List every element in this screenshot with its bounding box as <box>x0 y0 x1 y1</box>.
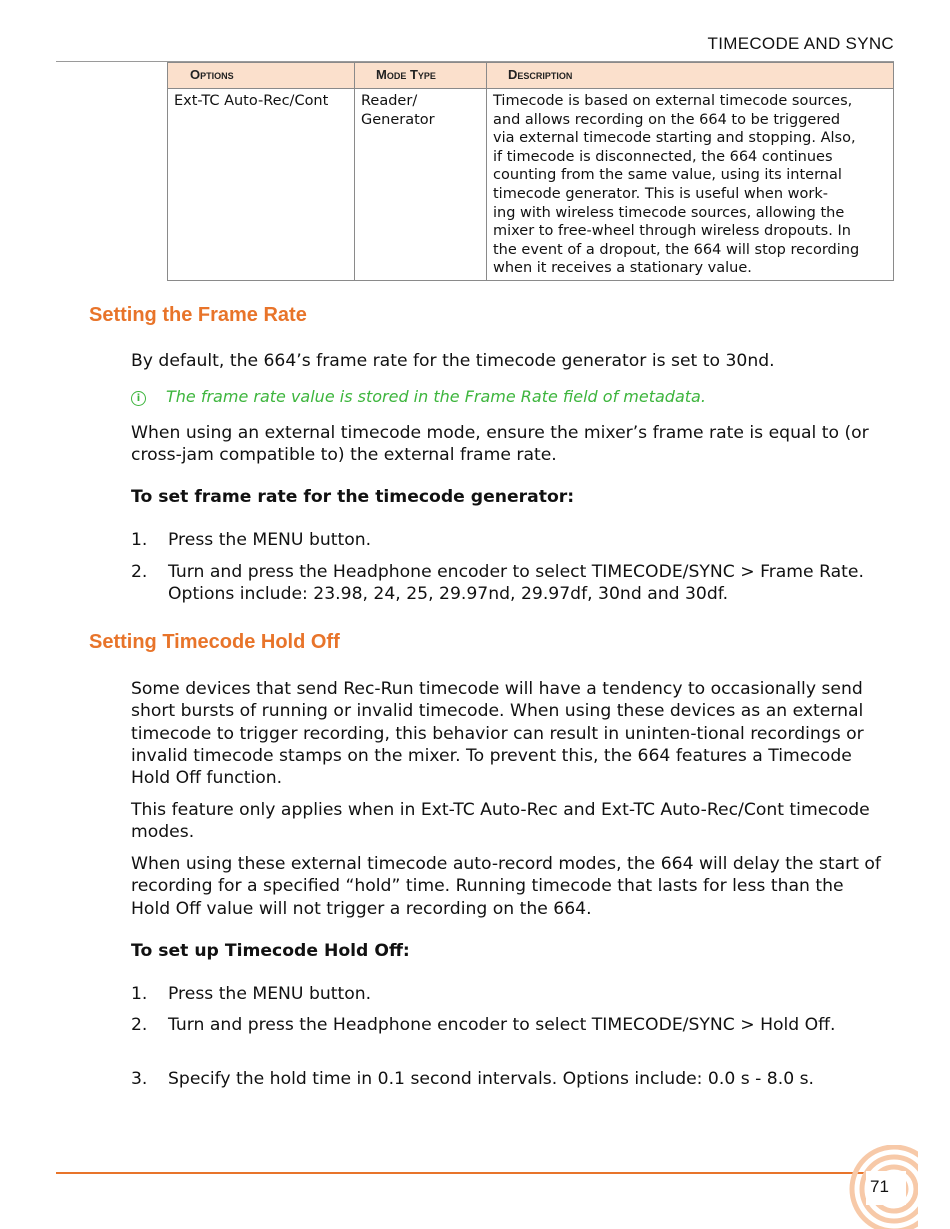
column-header-mode-type: Mode Type <box>355 63 487 89</box>
description-line: the event of a dropout, the 664 will stop recording <box>493 241 860 258</box>
section-heading-hold-off: Setting Timecode Hold Off <box>89 631 340 653</box>
list-item <box>131 983 891 1005</box>
description-line: Timecode is based on external timecode sources, <box>493 93 853 109</box>
description-line: mixer to free-wheel through wireless dropouts. In <box>493 223 851 240</box>
frame-rate-intro: By default, the 664’s frame rate for the timecode generator is set to 30nd. <box>131 351 775 371</box>
column-header-options: Options <box>168 63 355 89</box>
step-number: 2. <box>131 1015 148 1035</box>
hold-off-paragraph: This feature only applies when in Ext-TC Auto-Rec and Ext-TC Auto-Rec/Cont timecode modes. <box>131 800 870 843</box>
procedure-title-frame-rate: To set frame rate for the timecode generator: <box>131 487 575 507</box>
step-text: Turn and press the Headphone encoder to select TIMECODE/SYNC > Hold Off. <box>168 1015 836 1035</box>
hold-off-paragraph: Some devices that send Rec-Run timecode will have a tendency to occasionally send short bursts of running or invalid timecode. When using these devices as an external timecode to trigger recording, this behavior can result in uninten-tional recordings or invalid timecode stamps on the mixer. To prevent this, the 664 features a Timecode Hold Off function. <box>131 679 864 789</box>
table-row <box>168 89 894 281</box>
list-item <box>131 1068 891 1090</box>
description-line: counting from the same value, using its internal <box>493 167 842 184</box>
list-item <box>131 529 891 551</box>
footer-divider <box>56 1172 894 1174</box>
running-header: TIMECODE AND SYNC <box>707 34 894 53</box>
note-text: The frame rate value is stored in the Frame Rate field of metadata. <box>166 387 706 406</box>
option-name: Ext-TC Auto-Rec/Cont <box>174 93 329 109</box>
mode-type-line: Reader/ <box>361 93 418 109</box>
mode-type-line: Generator <box>361 111 435 128</box>
step-number: 2. <box>131 562 148 582</box>
step-number: 1. <box>131 530 148 550</box>
step-text: Specify the hold time in 0.1 second intervals. Options include: 0.0 s - 8.0 s. <box>168 1069 815 1089</box>
page-number: 71 <box>870 1177 889 1196</box>
table-header-row <box>168 63 894 89</box>
section-heading-frame-rate: Setting the Frame Rate <box>89 304 307 326</box>
step-text: Press the MENU button. <box>168 984 372 1004</box>
cell-option <box>168 89 355 281</box>
note <box>131 386 891 408</box>
description-line: via external timecode starting and stopping. Also, <box>493 130 856 147</box>
step-text: Turn and press the Headphone encoder to select TIMECODE/SYNC > Frame Rate. Options include: 23.98, 24, 25, 29.97nd, 29.97df, 30nd and 30df. <box>168 562 864 605</box>
list-item <box>131 1014 891 1036</box>
info-icon: i <box>131 391 146 406</box>
description-line: ing with wireless timecode sources, allowing the <box>493 204 845 221</box>
description-line: and allows recording on the 664 to be triggered <box>493 111 841 128</box>
cell-mode-type <box>355 89 487 281</box>
hold-off-paragraph: When using these external timecode auto-record modes, the 664 will delay the start of recording for a specified “hold” time. Running timecode that lasts for less than the Hold Off value will not trigger a recording on the 664. <box>131 854 881 919</box>
description-line: if timecode is disconnected, the 664 continues <box>493 148 833 165</box>
timecode-options-table <box>167 62 894 281</box>
frame-rate-external-paragraph: When using an external timecode mode, ensure the mixer’s frame rate is equal to (or cross-jam compatible to) the external frame rate. <box>131 423 869 466</box>
step-text: Press the MENU button. <box>168 530 372 550</box>
cell-description <box>487 89 894 281</box>
column-header-description: Description <box>487 63 894 89</box>
step-number: 3. <box>131 1069 148 1089</box>
list-item <box>131 561 891 606</box>
procedure-title-hold-off: To set up Timecode Hold Off: <box>131 941 410 961</box>
step-number: 1. <box>131 984 148 1004</box>
description-line: when it receives a stationary value. <box>493 260 752 277</box>
description-line: timecode generator. This is useful when work- <box>493 185 828 202</box>
